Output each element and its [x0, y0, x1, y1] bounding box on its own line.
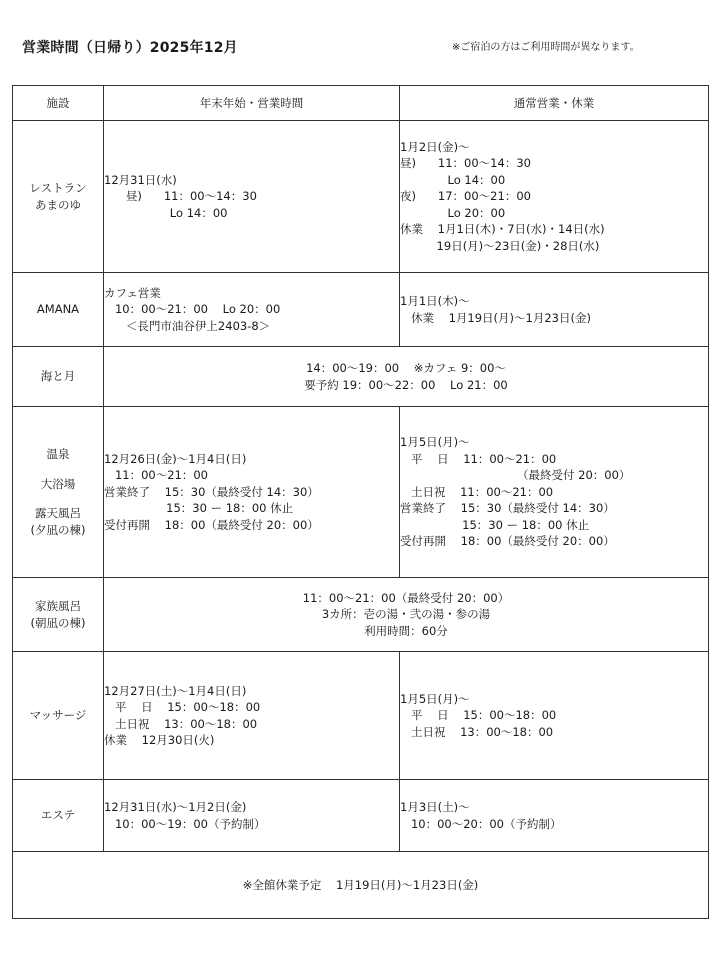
text-line: ＜長門市油谷伊上2403-8＞: [104, 318, 271, 333]
text-line: 15：30 ー 18：00 休止: [400, 517, 590, 532]
onsen-holiday: [104, 407, 400, 578]
restaurant-regular: [400, 121, 709, 273]
row-footer: [13, 852, 709, 919]
facility-este: エステ: [13, 780, 104, 852]
facility-restaurant: [13, 121, 104, 273]
page-title: 営業時間（日帰り）2025年12月: [22, 40, 238, 56]
facility-massage: マッサージ: [13, 652, 104, 780]
text-line: 10：00〜21：00 Lo 20：00: [104, 302, 281, 317]
facility-onsen: [13, 407, 104, 578]
text-line: 休業 1月1日(木)・7日(水)・14日(水): [400, 222, 605, 237]
header-holiday: 年末年始・営業時間: [104, 86, 400, 121]
text-line: 昼) 11：00〜14：30: [104, 189, 257, 204]
row-restaurant: [13, 121, 709, 273]
text-line: 11：00〜21：00（最終受付 20：00）: [302, 590, 510, 605]
text-line: 12月31日(水)〜1月2日(金): [104, 800, 247, 814]
text-line: Lo 14：00: [104, 205, 228, 220]
text-line: 19日(月)〜23日(金)・28日(水): [400, 238, 600, 253]
facility-name-line: 大浴場: [40, 476, 76, 491]
row-umi: [13, 347, 709, 407]
este-holiday: [104, 780, 400, 852]
text-line: 土日祝 13：00〜18：00: [104, 716, 258, 731]
text-line: 1月3日(土)〜: [400, 800, 470, 814]
text-line: 昼) 11：00〜14：30: [400, 156, 531, 171]
onsen-regular: [400, 407, 709, 578]
amana-regular: [400, 273, 709, 347]
text-line: 営業終了 15：30（最終受付 14：30）: [104, 484, 319, 499]
text-line: 夜) 17：00〜21：00: [400, 189, 531, 204]
text-line: 10：00〜20：00（予約制）: [400, 816, 562, 831]
text-line: ※全館休業予定 1月19日(月)〜1月23日(金): [242, 877, 479, 892]
facility-name-line: レストラン: [29, 181, 87, 195]
text-line: 休業 1月19日(月)〜1月23日(金): [400, 310, 591, 325]
facility-name-line: (夕凪の棟): [30, 522, 86, 537]
facility-amana: AMANA: [13, 273, 104, 347]
facility-umi: 海と月: [13, 347, 104, 407]
restaurant-holiday: [104, 121, 400, 273]
text-line: 10：00〜19：00（予約制）: [104, 816, 266, 831]
text-line: 土日祝 11：00〜21：00: [400, 484, 554, 499]
este-regular: [400, 780, 709, 852]
text-line: 12月26日(金)〜1月4日(日): [104, 451, 247, 466]
header-row: [13, 86, 709, 121]
facility-name-line: あまのゆ: [35, 197, 81, 212]
facility-name-line: (朝凪の棟): [30, 615, 86, 630]
text-line: 平 日 15：00〜18：00: [400, 708, 557, 723]
text-line: 1月5日(月)〜: [400, 435, 470, 450]
massage-holiday: [104, 652, 400, 780]
header-regular: 通常営業・休業: [400, 86, 709, 121]
text-line: 受付再開 18：00（最終受付 20：00）: [400, 534, 615, 549]
row-massage: [13, 652, 709, 780]
text-line: Lo 20：00: [400, 205, 506, 220]
text-line: 1月1日(木)〜: [400, 294, 470, 308]
text-line: 休業 12月30日(火): [104, 733, 215, 747]
text-line: 平 日 15：00〜18：00: [104, 700, 261, 714]
header-facility: 施設: [13, 86, 104, 121]
facility-name-line: 家族風呂: [35, 599, 81, 613]
text-line: 営業終了 15：30（最終受付 14：30）: [400, 501, 615, 516]
closure-note: [13, 852, 709, 919]
text-line: 15：30 ー 18：00 休止: [104, 501, 294, 516]
text-line: （最終受付 20：00）: [400, 468, 631, 483]
text-line: 要予約 19：00〜22：00 Lo 21：00: [304, 377, 508, 392]
text-line: 土日祝 13：00〜18：00: [400, 724, 554, 739]
facility-family: [13, 578, 104, 652]
text-line: 3カ所：壱の湯・弐の湯・参の湯: [321, 607, 491, 622]
text-line: 平 日 11：00〜21：00: [400, 451, 557, 466]
amana-holiday: [104, 273, 400, 347]
text-line: 1月2日(金)〜: [400, 139, 470, 154]
text-line: 12月27日(土)〜1月4日(日): [104, 683, 247, 698]
text-line: 1月5日(月)〜: [400, 691, 470, 706]
text-line: 受付再開 18：00（最終受付 20：00）: [104, 517, 319, 532]
facility-name-line: 温泉: [46, 447, 70, 461]
guest-note: ※ご宿泊の方はご利用時間が異なります。: [452, 42, 640, 53]
text-line: 14：00〜19：00 ※カフェ 9：00〜: [306, 361, 506, 375]
text-line: カフェ営業: [104, 285, 161, 300]
row-este: [13, 780, 709, 852]
row-family: [13, 578, 709, 652]
text-line: Lo 14：00: [400, 172, 506, 187]
row-onsen: [13, 407, 709, 578]
schedule-table: [12, 85, 709, 919]
text-line: 11：00〜21：00: [104, 468, 208, 483]
text-line: 12月31日(水): [104, 172, 177, 187]
family-hours: [104, 578, 709, 652]
row-amana: [13, 273, 709, 347]
facility-name-line: 露天風呂: [35, 506, 81, 520]
massage-regular: [400, 652, 709, 780]
umi-hours: [104, 347, 709, 407]
text-line: 利用時間：60分: [364, 623, 448, 638]
